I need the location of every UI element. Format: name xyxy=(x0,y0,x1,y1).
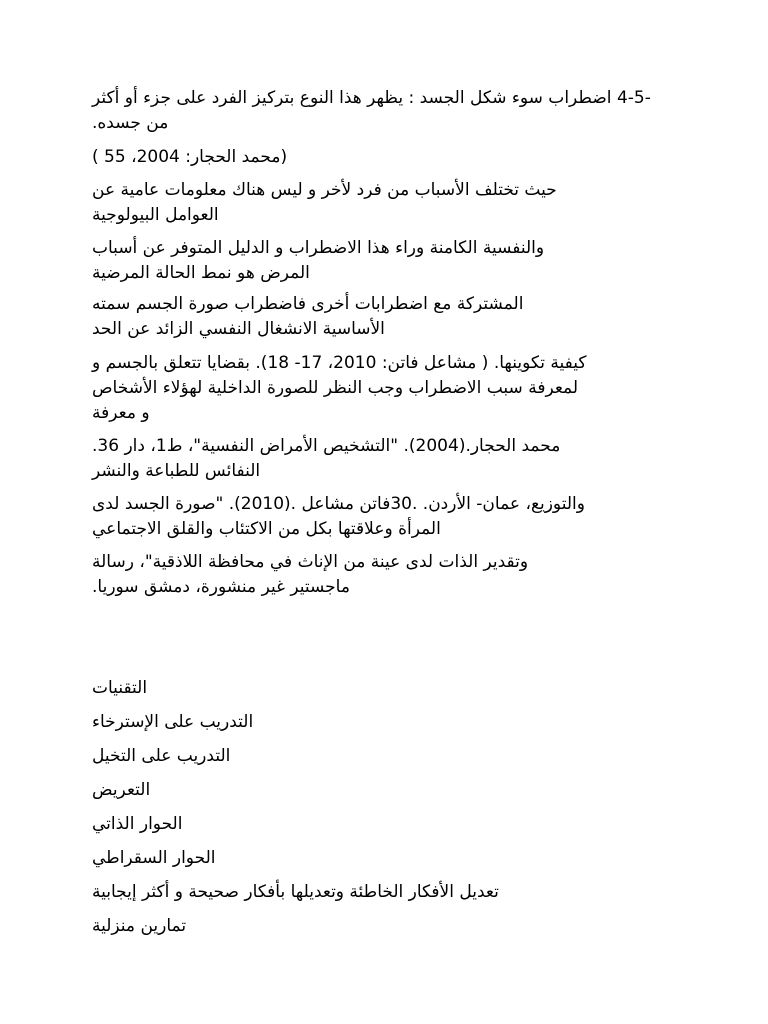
technique-self-talk: الحوار الذاتي xyxy=(92,814,183,834)
reference-thesis: وتقدير الذات لدى عينة من الإناث في محافظة اللاذقية"، رسالة ماجستير غير منشورة، دمشق سوريا. xyxy=(92,552,529,597)
techniques-heading: التقنيات xyxy=(92,678,148,698)
technique-cognitive-restructuring: تعديل الأفكار الخاطئة وتعديلها بأفكار صحيحة و أكثر إيجابية xyxy=(92,882,499,902)
citation-hajjar: (محمد الحجار: 2004، 55 ) xyxy=(92,147,288,167)
reference-mashael: والتوزيع، عمان- الأردن. .30فاتن مشاعل .(2010). "صورة الجسد لدى المرأة وعلاقتها بكل من الاكتئاب والقلق الاجتماعي xyxy=(92,494,585,539)
technique-homework: تمارين منزلية xyxy=(92,916,187,936)
paragraph-formation: كيفية تكوينها. ( مشاعل فاتن: 2010، 17- 18). بقضايا تتعلق بالجسم و لمعرفة سبب الاضطراب وجب النظر للصورة الداخلية لهؤلاء الأشخاص و معرفة xyxy=(92,353,587,423)
paragraph-body-dysmorphic-disorder: -4-5 اضطراب سوء شكل الجسد : يظهر هذا النوع بتركيز الفرد على جزء أو أكثر من جسده. xyxy=(92,88,651,133)
paragraph-psychological: والنفسية الكامنة وراء هذا الاضطراب و الدليل المتوفر عن أسباب المرض هو نمط الحالة المرضية xyxy=(92,238,545,283)
technique-relaxation: التدريب على الإسترخاء xyxy=(92,712,254,732)
reference-hajjar: محمد الحجار.(2004). "التشخيص الأمراض النفسية"، ط1، دار 36. النفائس للطباعة والنشر xyxy=(92,436,561,481)
technique-exposure: التعريض xyxy=(92,780,151,800)
technique-imagination: التدريب على التخيل xyxy=(92,746,231,766)
technique-socratic-dialogue: الحوار السقراطي xyxy=(92,848,216,868)
paragraph-body-image: المشتركة مع اضطرابات أخرى فاضطراب صورة الجسم سمته الأساسية الانشغال النفسي الزائد عن الحد xyxy=(92,294,524,339)
paragraph-causes: حيث تختلف الأسباب من فرد لأخر و ليس هناك معلومات عامية عن العوامل البيولوجية xyxy=(92,180,557,225)
